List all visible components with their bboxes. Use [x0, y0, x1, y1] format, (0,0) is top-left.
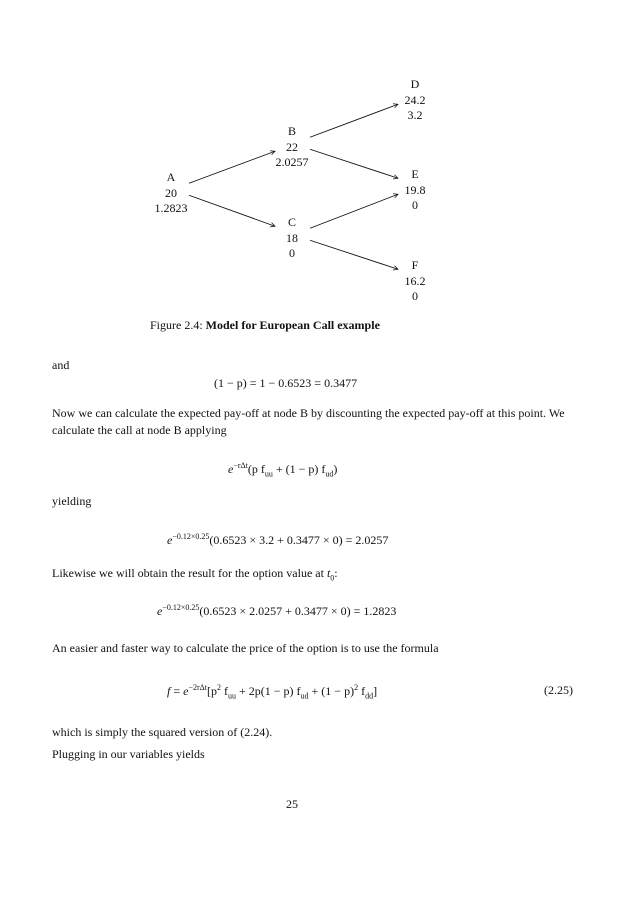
equation-5-f: ] [373, 684, 378, 698]
likewise-text: Likewise we will obtain the result for the option value at [52, 566, 324, 580]
equation-1: (1 − p) = 1 − 0.6523 = 0.3477 [214, 376, 358, 390]
text-yielding: yielding [52, 494, 92, 508]
equation-5-e: f [358, 684, 366, 698]
node-e-price: 19.8 [404, 182, 426, 197]
equation-4-body: (0.6523 × 2.0257 + 0.3477 × 0) = 1.2823 [199, 604, 397, 618]
figure-caption-title: Model for European Call example [205, 318, 380, 332]
equation-5-exponent: −2rΔt [188, 683, 207, 692]
figure-caption-prefix: Figure 2.4: [150, 318, 203, 332]
node-a-price: 20 [165, 185, 177, 200]
paragraph-expected-payoff: Now we can calculate the expected pay-off at node B by discounting the expected pay-off at this point. We calculate the call at node B applying [52, 406, 565, 437]
equation-3-body: (0.6523 × 3.2 + 0.3477 × 0) = 2.0257 [209, 533, 389, 547]
equation-5: $f = e^{-2r\Delta t}[p^2$ $f_{uu} + 2p(1 - p) f_{ud} + (1 - p)^2$ $f_{dd}$] [167, 683, 378, 701]
node-d-value: 3.2 [407, 108, 423, 122]
equation-2-exponent: −rΔt [233, 461, 248, 470]
equation-4-exponent: −0.12×0.25 [162, 603, 200, 612]
node-f-label: F [411, 258, 419, 272]
node-d-label: D [410, 77, 420, 91]
node-a-value: 1.2823 [154, 201, 188, 215]
equation-5-sub-ud: ud [300, 691, 309, 701]
node-b-price: 22 [286, 139, 298, 154]
equation-5-b: f [221, 684, 228, 698]
equation-2-sub-uu: uu [264, 469, 273, 479]
node-c-label: C [287, 215, 296, 229]
text-and: and [52, 358, 70, 372]
equation-3-exponent: −0.12×0.25 [172, 532, 210, 541]
likewise-sub: 0 [330, 573, 335, 583]
paragraph-plugging: Plugging in our variables yields [52, 747, 205, 761]
node-d [385, 77, 445, 124]
equation-5-sub-uu: uu [228, 691, 236, 701]
equation-3: $e^{-0.12\times 0.25}(0.6523 \times 3.2 + 0.3477 \times 0) = 2.0257$ [167, 532, 389, 547]
node-f [385, 258, 445, 305]
equation-2-body: (p f [247, 462, 265, 476]
node-d-price: 24.2 [404, 92, 426, 107]
equation-2-sub-ud: ud [325, 469, 334, 479]
equation-5-sub-dd: dd [365, 691, 374, 701]
equation-2-end: ) [333, 462, 338, 476]
node-c-price: 18 [286, 230, 298, 245]
equation-5-c: + 2p(1 − p) f [236, 684, 301, 698]
equation-4: $e^{-0.12\times 0.25}(0.6523 \times 2.0257 + 0.3477 \times 0) = 1.2823$ [157, 603, 397, 618]
node-b [262, 124, 322, 171]
equation-5-d: + (1 − p) [308, 684, 355, 698]
node-a [141, 170, 201, 217]
likewise-var: t [326, 566, 331, 580]
node-c-value: 0 [289, 246, 295, 260]
equation-2: $e^{-r\Delta t}(p$ $f_{uu} + (1 - p)$ $f_{ud}$) [228, 461, 338, 479]
node-e-value: 0 [412, 198, 418, 212]
node-a-label: A [166, 170, 176, 184]
paragraph-which: which is simply the squared version of (2.24). [52, 725, 273, 739]
paragraph-likewise [52, 565, 588, 586]
node-f-price: 16.2 [404, 273, 426, 288]
equation-5-a: [p [207, 684, 217, 698]
figure-caption [150, 318, 380, 333]
equation-5-number: (2.25) [544, 683, 573, 697]
node-b-value: 2.0257 [275, 155, 309, 169]
equation-2-mid: + (1 − p) f [272, 462, 326, 476]
page-number: 25 [286, 797, 298, 811]
node-f-value: 0 [412, 289, 418, 303]
paragraph-easier: An easier and faster way to calculate the price of the option is to use the formula [52, 641, 439, 655]
node-c [262, 215, 322, 262]
node-e-label: E [411, 167, 419, 181]
node-b-label: B [287, 124, 296, 138]
node-e [385, 167, 445, 214]
likewise-end: : [334, 566, 338, 580]
